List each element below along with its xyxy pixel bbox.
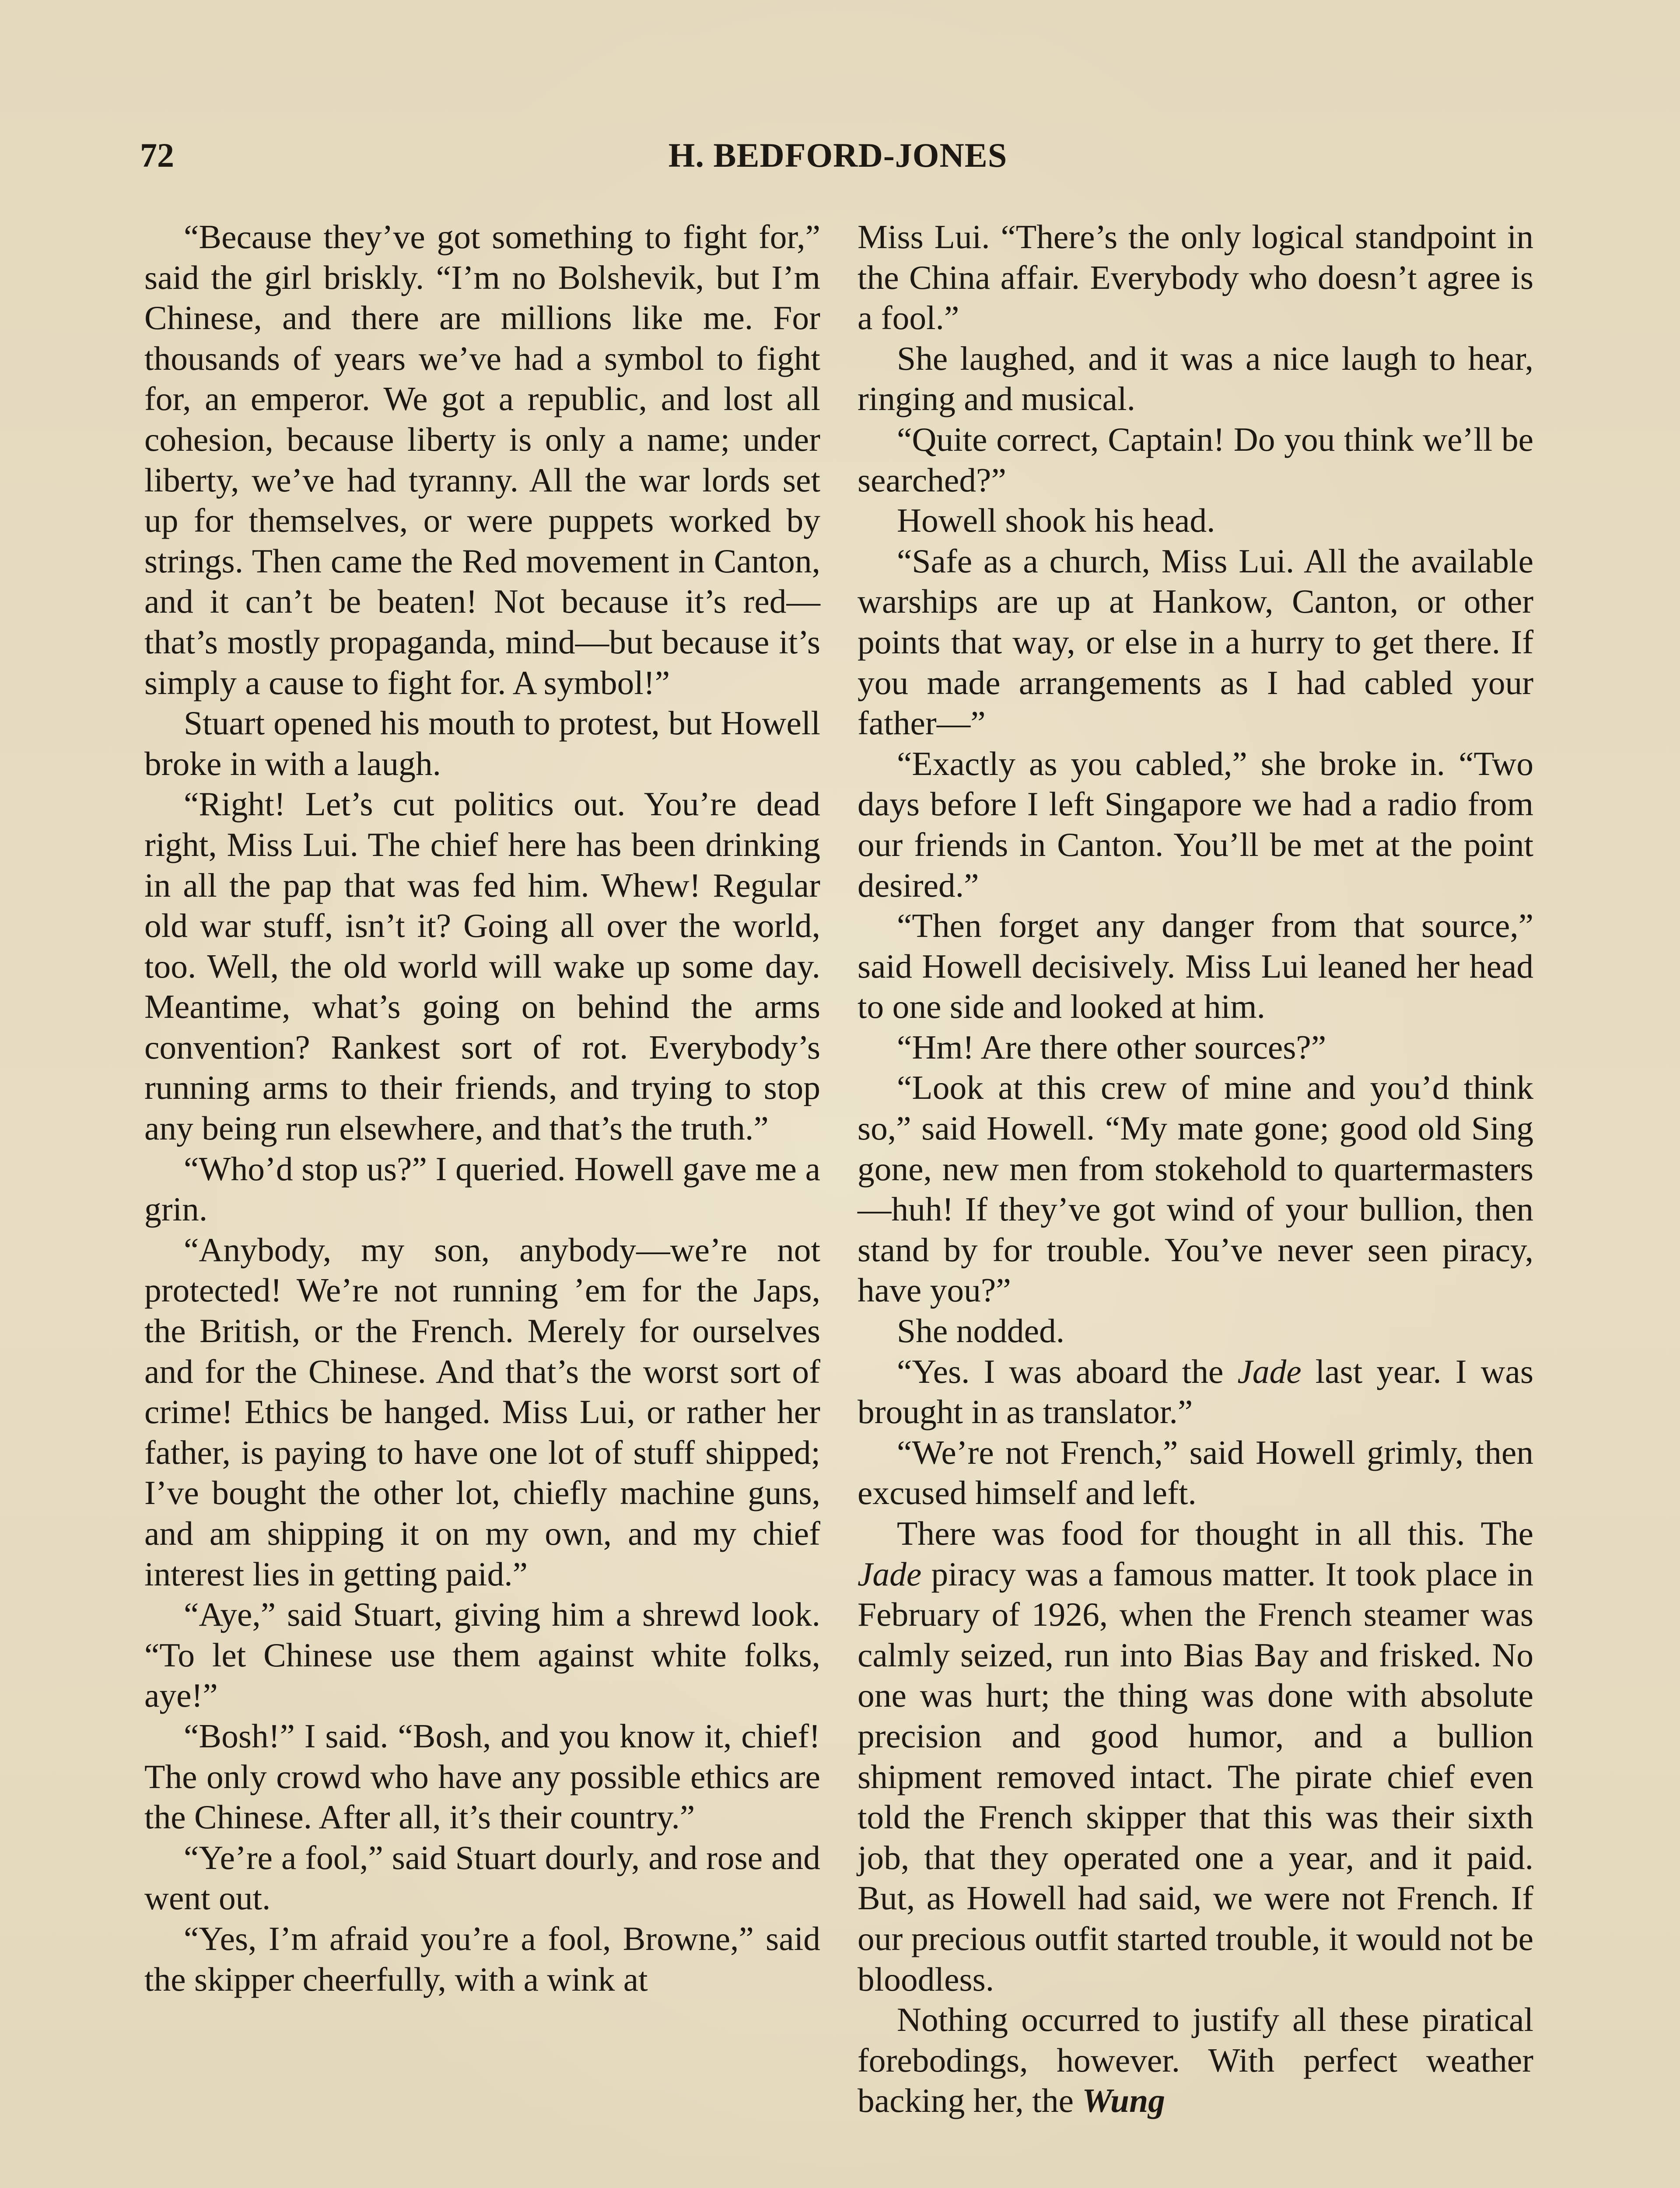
paragraph: “We’re not French,” said Howell grimly, then excused himself and left. xyxy=(858,1433,1533,1512)
paragraph: She nodded. xyxy=(897,1312,1065,1350)
text-run: Nothing occurred to justify all these piratical forebodings, however. With perfect weather backing her, the xyxy=(858,2001,1533,2120)
paragraph: “Bosh!” I said. “Bosh, and you know it, chief! The only crowd who have any possible ethics are the Chinese. After all, it’s their country.” xyxy=(144,1717,820,1836)
ship-name: Jade xyxy=(858,1555,922,1593)
paragraph: Howell shook his head. xyxy=(897,501,1215,540)
running-head-author: H. BEDFORD-JONES xyxy=(668,136,1008,174)
text-run: last year. I was brought in as translator.” xyxy=(858,1352,1533,1431)
text-run: piracy was a famous matter. It took place in February of 1926, when the French steamer was calmly seized, run into Bias Bay and frisked. No one was hurt; the thing was done with absolute precision and good humor, and a bullion shipment removed intact. The pirate chief even told the French skipper that this was their sixth job, that they operated one a year, and it paid. But, as Howell had said, we were not French. If our precious outfit started trouble, it would not be bloodless. xyxy=(858,1555,1533,1998)
left-column xyxy=(144,217,820,1999)
right-column xyxy=(858,217,1533,2121)
paragraph: “Quite correct, Captain! Do you think we’ll be searched?” xyxy=(858,420,1533,499)
paragraph: “Safe as a church, Miss Lui. All the available warships are up at Hankow, Canton, or other points that way, or else in a hurry to get there. If you made arrangements as I had cabled your father—” xyxy=(858,542,1533,742)
paragraph: She laughed, and it was a nice laugh to hear, ringing and musical. xyxy=(858,339,1533,418)
paragraph: “Exactly as you cabled,” she broke in. “Two days before I left Singapore we had a radio from our friends in Canton. You’ll be met at the point desired.” xyxy=(858,744,1533,904)
paragraph xyxy=(858,1999,1533,2121)
paragraph xyxy=(858,1351,1533,1432)
text-run: There was food for thought in all this. The xyxy=(897,1515,1533,1552)
paragraph xyxy=(858,1513,1533,1999)
page-number: 72 xyxy=(140,136,174,174)
text-run: “Yes. I was aboard the xyxy=(897,1352,1238,1390)
paragraph: “Ye’re a fool,” said Stuart dourly, and rose and went out. xyxy=(144,1838,820,1917)
paragraph-continuation: Miss Lui. “There’s the only logical standpoint in the China affair. Everybody who doesn’t agree is a fool.” xyxy=(858,218,1533,337)
page-header xyxy=(140,131,1536,179)
paragraph: “Who’d stop us?” I queried. Howell gave me a grin. xyxy=(144,1150,820,1228)
paragraph: Stuart opened his mouth to protest, but Howell broke in with a laugh. xyxy=(144,704,820,782)
ship-name: Jade xyxy=(1237,1352,1302,1390)
paragraph: “Because they’ve got something to fight for,” said the girl briskly. “I’m no Bolshevik, but I’m Chinese, and there are millions like me. For thousands of years we’ve had a symbol to fight for, an emperor. We got a republic, and lost all cohesion, because liberty is only a name; under liberty, we’ve had tyranny. All the war lords set up for themselves, or were puppets worked by strings. Then came the Red movement in Canton, and it can’t be beaten! Not because it’s red—that’s mostly propaganda, mind—but because it’s simply a cause to fight for. A symbol!” xyxy=(144,218,820,701)
paragraph: “Aye,” said Stuart, giving him a shrewd look. “To let Chinese use them against white folks, aye!” xyxy=(144,1595,820,1715)
ship-name: Wung xyxy=(1082,2082,1165,2120)
paragraph: “Anybody, my son, anybody—we’re not protected! We’re not running ’em for the Japs, the British, or the French. Merely for ourselves and for the Chinese. And that’s the worst sort of crime! Ethics be hanged. Miss Lui, or rather her father, is paying to have one lot of stuff shipped; I’ve bought the other lot, chiefly machine guns, and am shipping it on my own, and my chief interest lies in getting paid.” xyxy=(144,1231,820,1593)
paragraph: “Hm! Are there other sources?” xyxy=(897,1028,1326,1066)
paragraph: “Yes, I’m afraid you’re a fool, Browne,” said the skipper cheerfully, with a wink at xyxy=(144,1919,820,1998)
paragraph: “Look at this crew of mine and you’d think so,” said Howell. “My mate gone; good old Sing gone, new men from stokehold to quartermasters—huh! If they’ve got wind of your bullion, then stand by for trouble. You’ve never seen piracy, have you?” xyxy=(858,1069,1533,1309)
paragraph: “Right! Let’s cut politics out. You’re dead right, Miss Lui. The chief here has been drinking in all the pap that was fed him. Whew! Regular old war stuff, isn’t it? Going all over the world, too. Well, the old world will wake up some day. Meantime, what’s going on behind the arms convention? Rankest sort of rot. Everybody’s running arms to their friends, and trying to stop any being run elsewhere, and that’s the truth.” xyxy=(144,785,820,1147)
paragraph: “Then forget any danger from that source,” said Howell decisively. Miss Lui leaned her head to one side and looked at him. xyxy=(858,907,1533,1026)
